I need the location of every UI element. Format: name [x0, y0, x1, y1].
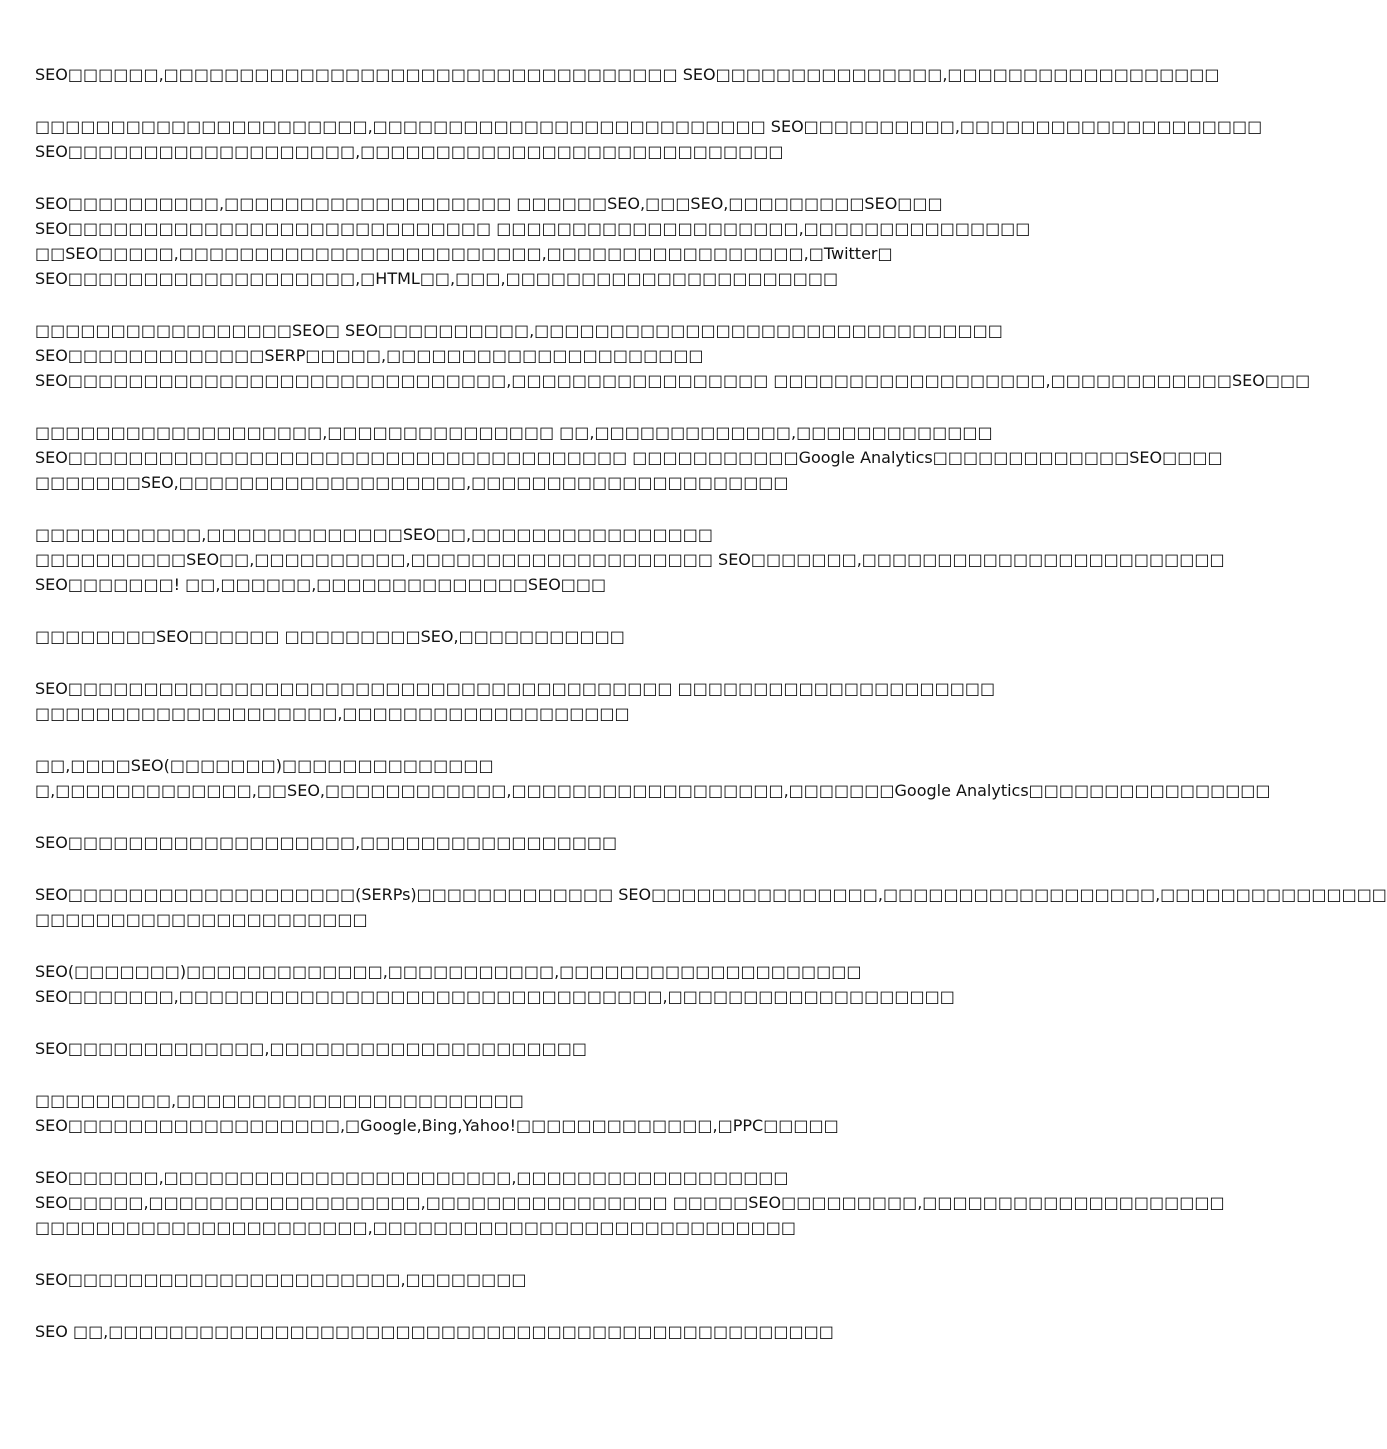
text-line: SEO□□□□□□□□□□□□□□□□□□□□□□□□□□□□□□□□□□□□□□□□ □□□□□□□□□□□□□□□□□□□□□	[35, 679, 996, 698]
text-line: SEO□□□□□□□□□□□□□□□□□□□□□□,□□□□□□□□	[35, 1270, 527, 1289]
text-line: □□□□□□□□□□□□□□□□□□□□□□,□□□□□□□□□□□□□□□□□□□□□□□□□□ SEO□□□□□□□□□□,□□□□□□□□□□□□□□□□□□□□	[35, 117, 1263, 136]
text-line: SEO(□□□□□□□)□□□□□□□□□□□□□,□□□□□□□□□□□,□□□□□□□□□□□□□□□□□□□□	[35, 962, 862, 981]
paragraph	[35, 191, 1031, 291]
paragraph	[35, 1165, 1225, 1240]
paragraph	[35, 114, 1263, 164]
text-line: □□□□□□□□□□SEO□□,□□□□□□□□□□,□□□□□□□□□□□□□□□□□□□□ SEO□□□□□□□,□□□□□□□□□□□□□□□□□□□□□□□□	[35, 550, 1225, 569]
text-line: SEO□□□□□□□□□□□□□SERP□□□□□,□□□□□□□□□□□□□□□□□□□□□	[35, 346, 704, 365]
paragraph	[35, 1267, 995, 1292]
paragraph	[35, 318, 1311, 393]
text-line: □□,□□□□SEO(□□□□□□□)□□□□□□□□□□□□□□	[35, 756, 494, 775]
text-line: SEO□□□□□□□□□□□□□□□□□□□□□□□□□□□□□,□□□□□□□□□□□□□□□□□ □□□□□□□□□□□□□□□□□□,□□□□□□□□□□□□SEO□□□	[35, 371, 1311, 390]
text-line: SEO□□□□□□□□□□□□□,□□□□□□□□□□□□□□□□□□□□□	[35, 1039, 587, 1058]
text-line: SEO□□□□□□,□□□□□□□□□□□□□□□□□□□□□□□□□□□□□□□□□□ SEO□□□□□□□□□□□□□□□,□□□□□□□□□□□□□□□□□□	[35, 65, 1220, 84]
document-body	[35, 62, 1387, 1371]
paragraph	[35, 1319, 995, 1344]
paragraph	[35, 522, 1225, 597]
text-line: □□SEO□□□□□,□□□□□□□□□□□□□□□□□□□□□□□□,□□□□□□□□□□□□□□□□□,□Twitter□	[35, 244, 893, 263]
text-line: □,□□□□□□□□□□□□□,□□SEO,□□□□□□□□□□□□,□□□□□□□□□□□□□□□□□□,□□□□□□□Google Analytics□□□□□□□□□□□□□□□□	[35, 781, 1271, 800]
text-line: SEO□□□□□□,□□□□□□□□□□□□□□□□□□□□□□□,□□□□□□□□□□□□□□□□□□	[35, 1168, 789, 1187]
text-line: SEO□□□□□□□□□□□□□□□□□□□,□HTML□□,□□□,□□□□□□□□□□□□□□□□□□□□□□	[35, 269, 839, 288]
text-line: SEO□□□□□□□□□□□□□□□□□□□,□□□□□□□□□□□□□□□□□□□□□□□□□□□□	[35, 142, 784, 161]
paragraph	[35, 676, 995, 726]
text-line: □□□□□□□□SEO□□□□□□ □□□□□□□□□SEO,□□□□□□□□□□□	[35, 627, 625, 646]
paragraph	[35, 882, 1387, 932]
text-line: □□□□□□□□□,□□□□□□□□□□□□□□□□□□□□□□□	[35, 1091, 524, 1110]
text-line: □□□□□□□□□□□,□□□□□□□□□□□□□SEO□□,□□□□□□□□□□□□□□□□	[35, 525, 713, 544]
text-line: □□□□□□□□□□□□□□□□□□□□,□□□□□□□□□□□□□□□□□□□	[35, 704, 630, 723]
text-line: SEO□□□□□□□□□□□□□□□□□□□□□□□□□□□□□□□□□□□□□ □□□□□□□□□□□Google Analytics□□□□□□□□□□□□□SEO□□□□	[35, 448, 1223, 467]
text-line: □□□□□□□SEO,□□□□□□□□□□□□□□□□□□□,□□□□□□□□□□□□□□□□□□□□□	[35, 473, 789, 492]
paragraph	[35, 420, 1223, 495]
text-line: SEO□□□□□□□□□□,□□□□□□□□□□□□□□□□□□□ □□□□□□SEO,□□□SEO,□□□□□□□□□SEO□□□	[35, 194, 943, 213]
text-line: SEO□□□□□,□□□□□□□□□□□□□□□□□□,□□□□□□□□□□□□□□□□ □□□□□SEO□□□□□□□□□,□□□□□□□□□□□□□□□□□□□□	[35, 1193, 1225, 1212]
paragraph	[35, 624, 995, 649]
paragraph	[35, 62, 1220, 87]
text-line: SEO□□□□□□□□□□□□□□□□□□□,□□□□□□□□□□□□□□□□□	[35, 833, 618, 852]
paragraph	[35, 1088, 995, 1138]
paragraph	[35, 753, 1271, 803]
paragraph	[35, 959, 995, 1009]
paragraph	[35, 1036, 995, 1061]
text-line: □□□□□□□□□□□□□□□□□□□□□□	[35, 910, 368, 929]
text-line: SEO□□□□□□□□□□□□□□□□□□□□□□□□□□□□ □□□□□□□□□□□□□□□□□□□□,□□□□□□□□□□□□□□□	[35, 219, 1031, 238]
text-line: SEO□□□□□□□□□□□□□□□□□□□(SERPs)□□□□□□□□□□□□□ SEO□□□□□□□□□□□□□□□,□□□□□□□□□□□□□□□□□□,□□□□□□□□□□□□□□□	[35, 885, 1387, 904]
text-line: SEO□□□□□□□□□□□□□□□□□□,□Google,Bing,Yahoo!□□□□□□□□□□□□□,□PPC□□□□□	[35, 1116, 839, 1135]
text-line: SEO □□,□□□□□□□□□□□□□□□□□□□□□□□□□□□□□□□□□□□□□□□□□□□□□□□□	[35, 1322, 834, 1341]
paragraph	[35, 830, 995, 855]
text-line: SEO□□□□□□□! □□,□□□□□□,□□□□□□□□□□□□□□SEO□□□	[35, 575, 607, 594]
text-line: □□□□□□□□□□□□□□□□□SEO□ SEO□□□□□□□□□□,□□□□□□□□□□□□□□□□□□□□□□□□□□□□□□□	[35, 321, 1003, 340]
text-line: SEO□□□□□□□,□□□□□□□□□□□□□□□□□□□□□□□□□□□□□□□□,□□□□□□□□□□□□□□□□□□□	[35, 987, 955, 1006]
text-line: □□□□□□□□□□□□□□□□□□□□□□,□□□□□□□□□□□□□□□□□□□□□□□□□□□□	[35, 1218, 796, 1237]
text-line: □□□□□□□□□□□□□□□□□□□,□□□□□□□□□□□□□□□ □□,□□□□□□□□□□□□□,□□□□□□□□□□□□□	[35, 423, 993, 442]
